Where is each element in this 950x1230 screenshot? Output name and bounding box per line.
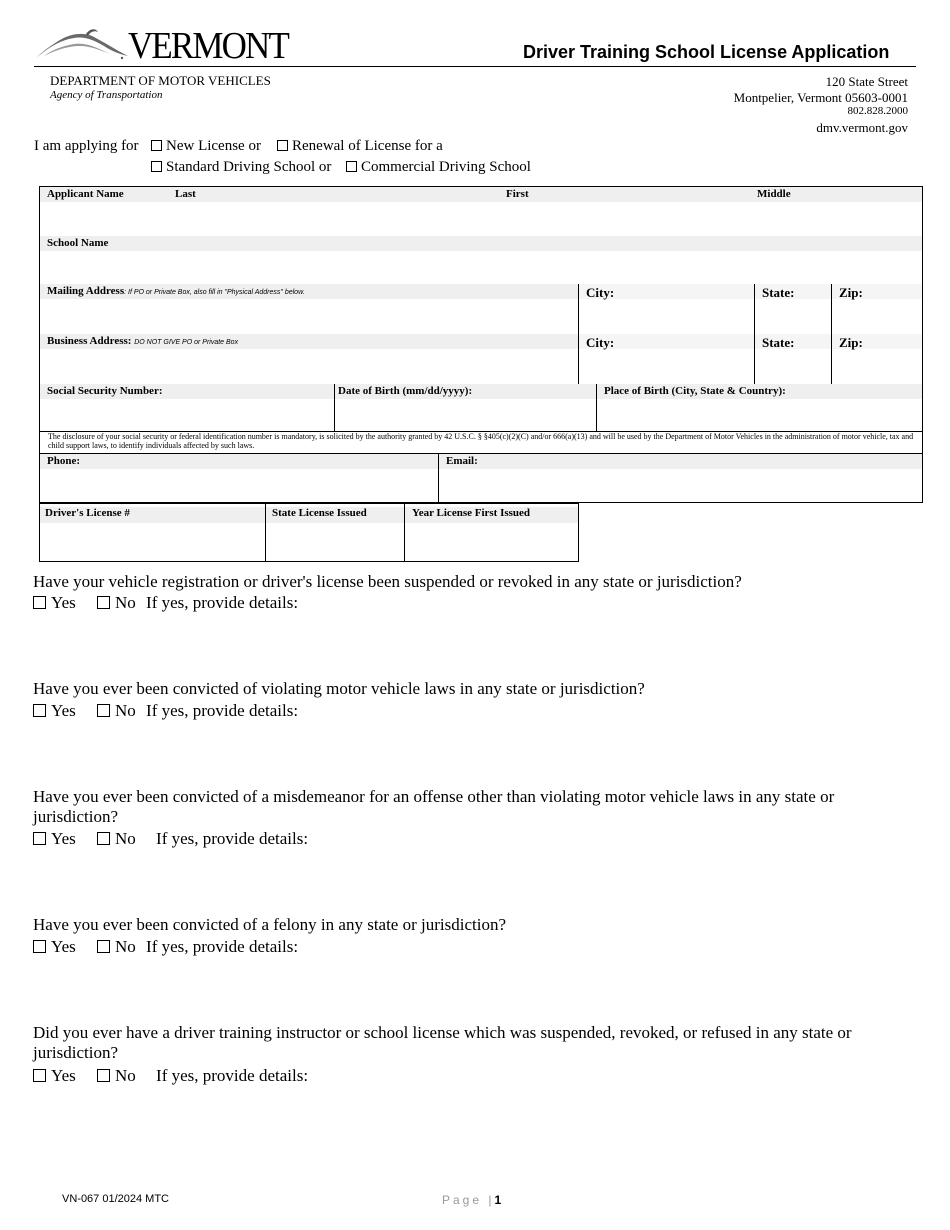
- question-4-details-label: If yes, provide details:: [146, 937, 299, 956]
- agency-name: Agency of Transportation: [50, 89, 163, 101]
- question-2-yes[interactable]: Yes: [33, 701, 76, 720]
- standard-school-checkbox[interactable]: [151, 161, 162, 172]
- business-address-field[interactable]: [40, 334, 579, 384]
- form-number: VN-067 01/2024 MTC: [62, 1193, 169, 1205]
- mailing-city-label: City:: [586, 285, 615, 300]
- question-4-yes-checkbox[interactable]: [33, 940, 46, 953]
- applicant-info-table: [39, 186, 923, 503]
- middle-name-label: Middle: [757, 188, 791, 200]
- mailing-city-field[interactable]: [579, 284, 755, 334]
- commercial-school-checkbox[interactable]: [346, 161, 357, 172]
- question-5-no[interactable]: No: [97, 1066, 136, 1085]
- question-5-options: [33, 1066, 308, 1086]
- contact-row: [40, 454, 922, 502]
- question-2-details-label: If yes, provide details:: [146, 701, 299, 720]
- question-5-yes-checkbox[interactable]: [33, 1069, 46, 1082]
- mailing-address-field[interactable]: [40, 284, 579, 334]
- renewal-option[interactable]: Renewal of License for a: [277, 138, 443, 155]
- mailing-address-label: Mailing Address: If PO or Private Box, also fill in "Physical Address" below.: [47, 285, 305, 297]
- drivers-license-field[interactable]: [40, 504, 266, 561]
- header-divider: [34, 66, 916, 67]
- question-3-yes-checkbox[interactable]: [33, 832, 46, 845]
- pob-field[interactable]: [597, 384, 922, 431]
- question-2-text: Have you ever been convicted of violating motor vehicle laws in any state or jurisdiction?: [33, 679, 645, 698]
- question-1-details-label: If yes, provide details:: [146, 593, 299, 612]
- business-state-label: State:: [762, 335, 795, 350]
- question-2-no[interactable]: No: [97, 701, 136, 720]
- mailing-state-label: State:: [762, 285, 795, 300]
- first-name-label: First: [506, 188, 529, 200]
- dob-label: Date of Birth (mm/dd/yyyy):: [338, 385, 473, 397]
- email-field[interactable]: [439, 454, 922, 502]
- dmv-phone: 802.828.2000: [847, 105, 908, 117]
- applying-prefix: I am applying for: [34, 138, 139, 154]
- question-5-text: Did you ever have a driver training instructor or school license which was suspended, revoked, or refused in any state or jurisdiction?: [33, 1023, 852, 1062]
- question-4-no-checkbox[interactable]: [97, 940, 110, 953]
- mailing-address-row: [40, 284, 922, 335]
- disclosure-row: [40, 431, 922, 454]
- school-name-label: School Name: [47, 237, 109, 249]
- vermont-logo-mountain-icon: [34, 26, 130, 62]
- applicant-name-row[interactable]: [40, 187, 922, 237]
- question-5-no-checkbox[interactable]: [97, 1069, 110, 1082]
- question-1-no-checkbox[interactable]: [97, 596, 110, 609]
- question-3-text: Have you ever been convicted of a misdemeanor for an offense other than violating motor vehicle laws in any state or jurisdiction?: [33, 787, 835, 826]
- business-city-field[interactable]: [579, 334, 755, 384]
- question-2-options: [33, 701, 298, 721]
- new-license-checkbox[interactable]: [151, 140, 162, 151]
- question-3-details-label: If yes, provide details:: [156, 829, 309, 848]
- business-address-row: [40, 334, 922, 385]
- standard-school-option[interactable]: Standard Driving School or: [151, 159, 331, 176]
- year-issued-label: Year License First Issued: [412, 507, 531, 519]
- question-3-no-checkbox[interactable]: [97, 832, 110, 845]
- question-4-options: [33, 937, 298, 957]
- new-license-option[interactable]: New License or: [151, 138, 261, 155]
- business-state-field[interactable]: [755, 334, 832, 384]
- address-line2: Montpelier, Vermont 05603-0001: [733, 90, 908, 105]
- mailing-zip-field[interactable]: [832, 284, 922, 334]
- question-4-text: Have you ever been convicted of a felony in any state or jurisdiction?: [33, 915, 506, 934]
- question-3-no[interactable]: No: [97, 829, 136, 848]
- phone-field[interactable]: [40, 454, 439, 502]
- ssn-field[interactable]: [40, 384, 335, 431]
- year-issued-field[interactable]: [405, 504, 578, 561]
- question-3-yes[interactable]: Yes: [33, 829, 76, 848]
- school-name-row[interactable]: [40, 236, 922, 285]
- email-label: Email:: [446, 455, 478, 467]
- applicant-name-label: Applicant Name: [47, 188, 124, 200]
- business-city-label: City:: [586, 335, 615, 350]
- question-1-no[interactable]: No: [97, 593, 136, 612]
- question-1-options: [33, 593, 298, 613]
- renewal-checkbox[interactable]: [277, 140, 288, 151]
- state-issued-field[interactable]: [266, 504, 405, 561]
- dmv-website: dmv.vermont.gov: [816, 120, 908, 135]
- license-table: [39, 503, 579, 562]
- pob-label: Place of Birth (City, State & Country):: [604, 385, 786, 397]
- dob-field[interactable]: [335, 384, 597, 431]
- question-4-yes[interactable]: Yes: [33, 937, 76, 956]
- phone-label: Phone:: [47, 455, 80, 467]
- drivers-license-label: Driver's License #: [45, 507, 130, 519]
- last-name-label: Last: [175, 188, 196, 200]
- question-3-options: [33, 829, 308, 849]
- question-5-details-label: If yes, provide details:: [156, 1066, 309, 1085]
- page-indicator: Page |1: [442, 1193, 502, 1207]
- question-2-yes-checkbox[interactable]: [33, 704, 46, 717]
- address-line1: 120 State Street: [825, 74, 908, 89]
- question-1-yes[interactable]: Yes: [33, 593, 76, 612]
- question-1-text: Have your vehicle registration or driver's license been suspended or revoked in any state or jurisdiction?: [33, 572, 742, 591]
- state-issued-label: State License Issued: [272, 507, 367, 519]
- disclosure-text: The disclosure of your social security or federal identification number is mandatory, is solicited by the authority granted by 42 U.S.C. § §405(c)(2)(C) and/or 666(a)(13) and will be used by the Department of Motor Vehicles in the administration of motor vehicle, tax and child support laws, to identify individuals affected by such laws.: [48, 432, 914, 450]
- commercial-school-option[interactable]: Commercial Driving School: [346, 159, 531, 176]
- business-address-label: Business Address: DO NOT GIVE PO or Private Box: [47, 335, 239, 347]
- mailing-zip-label: Zip:: [839, 285, 863, 300]
- question-2-no-checkbox[interactable]: [97, 704, 110, 717]
- question-5-yes[interactable]: Yes: [33, 1066, 76, 1085]
- department-name: DEPARTMENT OF MOTOR VEHICLES: [50, 73, 271, 88]
- question-4-no[interactable]: No: [97, 937, 136, 956]
- identity-row: [40, 384, 922, 432]
- form-title: Driver Training School License Application: [523, 42, 890, 62]
- question-1-yes-checkbox[interactable]: [33, 596, 46, 609]
- business-zip-field[interactable]: [832, 334, 922, 384]
- page-number: 1: [494, 1193, 502, 1207]
- mailing-state-field[interactable]: [755, 284, 832, 334]
- logo-wordmark: VERMONT: [128, 25, 288, 67]
- ssn-label: Social Security Number:: [47, 385, 163, 397]
- business-zip-label: Zip:: [839, 335, 863, 350]
